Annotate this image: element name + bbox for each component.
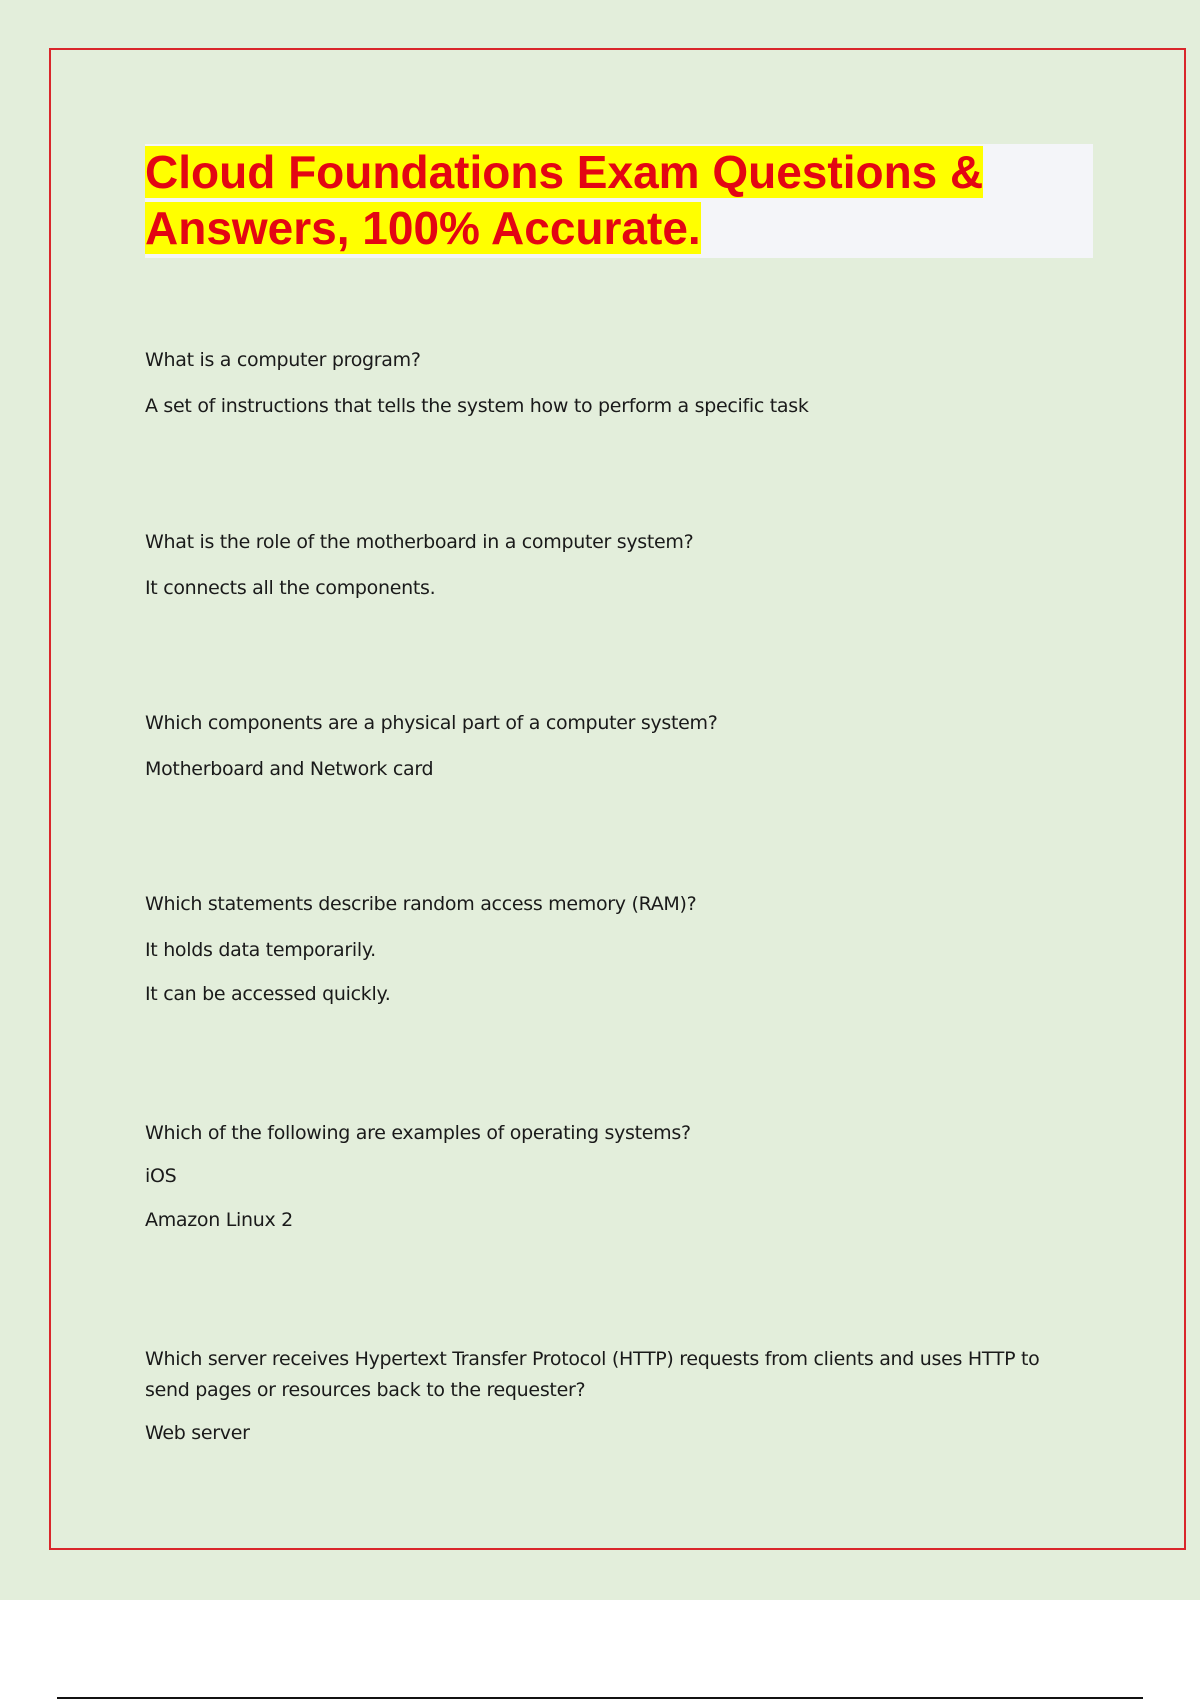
answer-2-1: It connects all the components. — [145, 577, 436, 599]
page-frame — [49, 48, 1186, 1550]
answer-4-2: It can be accessed quickly. — [145, 983, 391, 1005]
qa-item-3 — [145, 708, 1085, 798]
document-title — [145, 144, 1093, 256]
question-1: What is a computer program? — [145, 349, 421, 371]
question-6: Which server receives Hypertext Transfer Protocol (HTTP) requests from clients and uses HTTP to send pages or resources back to the requester? — [145, 1348, 1040, 1401]
answer-6-1: Web server — [145, 1422, 250, 1444]
answer-5-1: iOS — [145, 1165, 177, 1187]
answer-5-2: Amazon Linux 2 — [145, 1209, 293, 1231]
answer-1-1: A set of instructions that tells the system how to perform a specific task — [145, 395, 809, 417]
question-5: Which of the following are examples of operating systems? — [145, 1122, 691, 1144]
answer-4-1: It holds data temporarily. — [145, 939, 376, 961]
qa-item-5 — [145, 1118, 1085, 1249]
qa-item-4 — [145, 889, 1085, 1023]
answer-3-1: Motherboard and Network card — [145, 758, 434, 780]
qa-item-2 — [145, 527, 1085, 617]
qa-item-1 — [145, 345, 1085, 435]
question-2: What is the role of the motherboard in a computer system? — [145, 531, 694, 553]
title-block — [145, 144, 1093, 258]
question-3: Which components are a physical part of a computer system? — [145, 712, 718, 734]
document-title-text: Cloud Foundations Exam Questions & Answers, 100% Accurate. — [145, 146, 984, 254]
footer-divider — [57, 1697, 1143, 1699]
question-4: Which statements describe random access memory (RAM)? — [145, 893, 697, 915]
qa-item-6 — [145, 1344, 1085, 1462]
